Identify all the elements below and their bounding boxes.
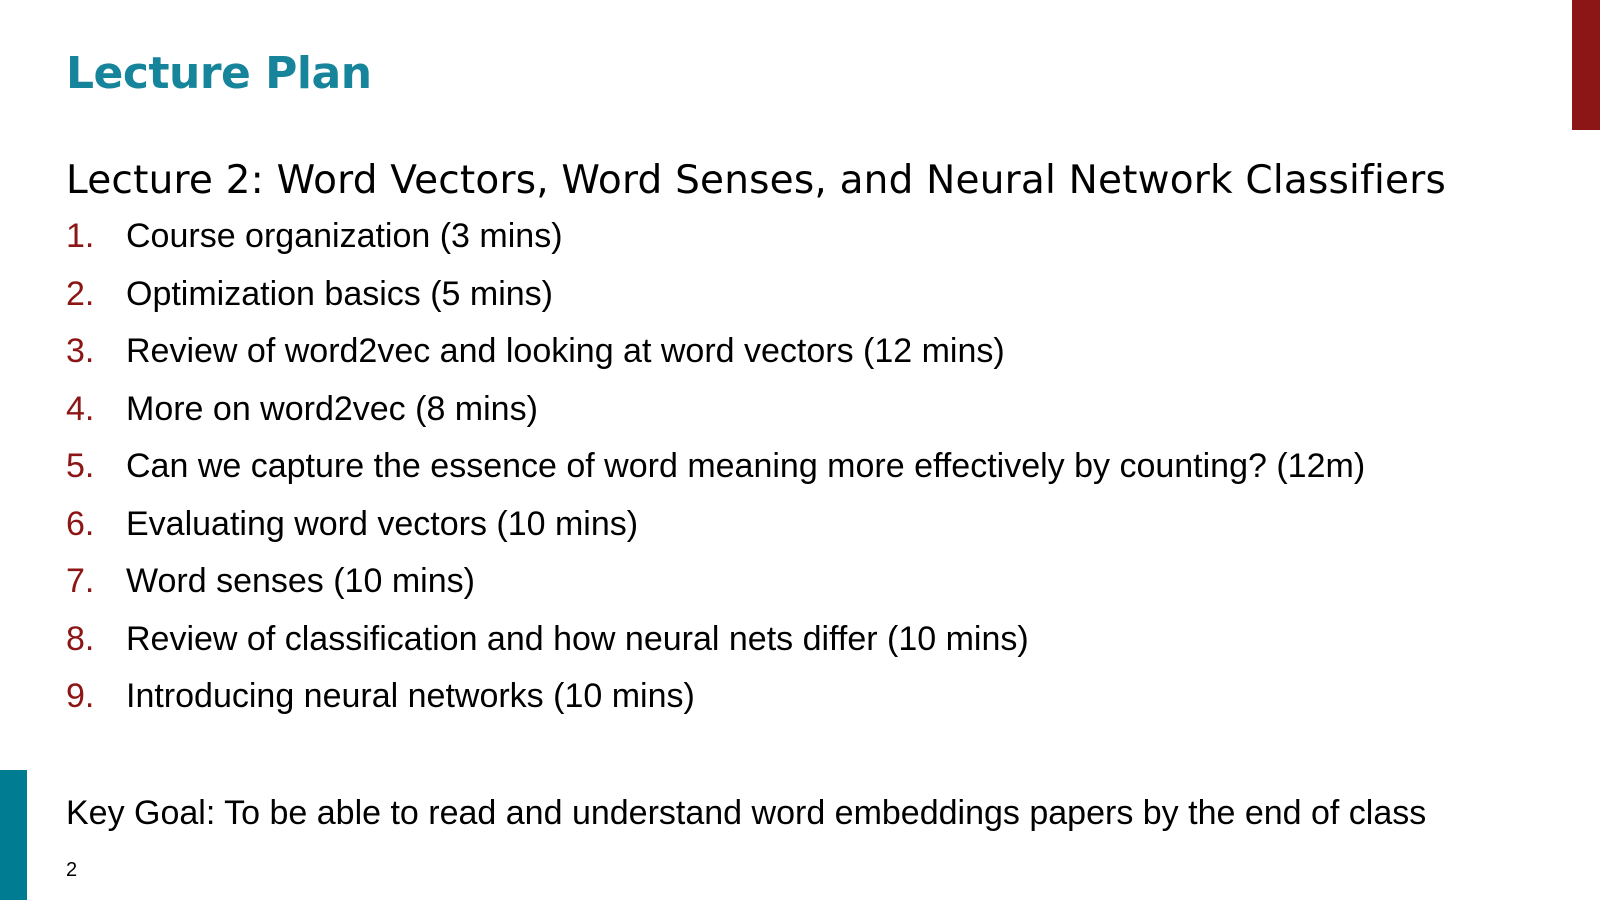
agenda-item xyxy=(66,384,1365,442)
accent-bar-top-right xyxy=(1572,0,1600,130)
agenda-item-text: Introducing neural networks (10 mins) xyxy=(126,677,695,715)
agenda-item-number: 2. xyxy=(66,274,95,313)
agenda-item-text: More on word2vec (8 mins) xyxy=(126,389,538,428)
agenda-item-text: Word senses (10 mins) xyxy=(126,562,475,600)
accent-bar-bottom-left xyxy=(0,770,27,900)
page-number: 2 xyxy=(66,859,78,881)
agenda-item-text: Can we capture the essence of word meaning more effectively by counting? (12m) xyxy=(126,447,1366,485)
agenda-item xyxy=(66,441,1365,499)
agenda-item-text: Review of word2vec and looking at word vectors (12 mins) xyxy=(126,332,1005,370)
agenda-item-number: 3. xyxy=(66,332,95,370)
agenda-item xyxy=(66,671,1365,729)
agenda-item-number: 7. xyxy=(66,562,95,600)
lecture-subtitle: Lecture 2: Word Vectors, Word Senses, and Neural Network Classifiers xyxy=(66,158,1446,203)
agenda-item-number: 5. xyxy=(66,447,95,485)
agenda-item-number: 4. xyxy=(66,389,95,428)
agenda-item-text: Course organization (3 mins) xyxy=(126,217,563,255)
agenda-item xyxy=(66,614,1365,672)
slide-title: Lecture Plan xyxy=(66,48,372,99)
agenda-item xyxy=(66,211,1365,269)
agenda-item-number: 1. xyxy=(66,217,95,255)
agenda-item-text: Evaluating word vectors (10 mins) xyxy=(126,504,639,543)
key-goal: Key Goal: To be able to read and understand word embeddings papers by the end of class xyxy=(66,794,1427,832)
agenda-item-number: 6. xyxy=(66,504,95,543)
agenda-item xyxy=(66,326,1365,384)
agenda-item-text: Review of classification and how neural nets differ (10 mins) xyxy=(126,619,1029,658)
agenda-item xyxy=(66,269,1365,327)
agenda-item-text: Optimization basics (5 mins) xyxy=(126,274,554,313)
agenda-item-number: 8. xyxy=(66,619,95,658)
agenda-item xyxy=(66,556,1365,614)
agenda-list xyxy=(66,211,1365,729)
agenda-item xyxy=(66,499,1365,557)
agenda-item-number: 9. xyxy=(66,677,95,715)
